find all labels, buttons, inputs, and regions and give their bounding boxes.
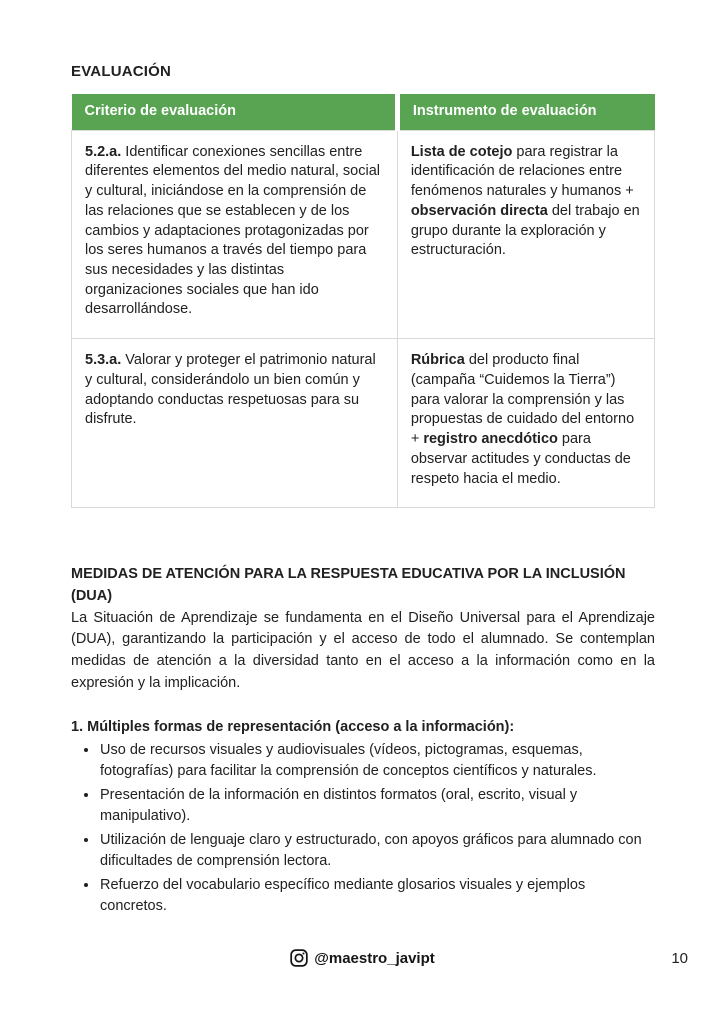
column-header-instrumento: Instrumento de evaluación <box>397 94 654 130</box>
dua-section <box>71 564 655 916</box>
page-title: EVALUACIÓN <box>71 63 172 80</box>
representation-subheading: 1. Múltiples formas de representación (acceso a la información): <box>71 718 515 735</box>
list-item: • Uso de recursos visuales y audiovisuales (vídeos, pictogramas, esquemas, fotografías) para facilitar la comprensión de conceptos científicos y naturales. <box>99 740 655 782</box>
table-row <box>72 130 655 338</box>
evaluation-table-header-row <box>72 94 655 130</box>
criterio-cell-1: 5.2.a. Identificar conexiones sencillas entre diferentes elementos del medio natural, social y cultural, iniciándose en la comprensión de las relaciones que se establecen y de los cambios y adaptaciones protagonizadas por los seres humanos a través del tiempo para sus necesidades y las distintas organizaciones sociales que han ido desarrollándose. <box>72 130 398 338</box>
list-item: • Refuerzo del vocabulario específico mediante glosarios visuales y ejemplos concretos. <box>99 875 655 917</box>
dua-section-intro: La Situación de Aprendizaje se fundamenta en el Diseño Universal para el Aprendizaje (DUA), garantizando la participación y el acceso de todo el alumnado. Se contemplan medidas de atención a la diversidad tanto en el acceso a la información como en la expresión y la implicación. <box>71 609 655 691</box>
evaluation-table <box>71 94 655 508</box>
instagram-handle <box>0 948 724 968</box>
instagram-handle-text: @maestro_javipt <box>314 949 435 967</box>
page-footer <box>0 948 724 978</box>
criterio-cell-2: 5.3.a. Valorar y proteger el patrimonio natural y cultural, considerándolo un bien común y adoptando conductas respetuosas para su disfrute. <box>72 339 398 508</box>
dua-section-heading: MEDIDAS DE ATENCIÓN PARA LA RESPUESTA EDUCATIVA POR LA INCLUSIÓN (DUA) <box>71 566 626 604</box>
page-number: 10 <box>671 950 688 967</box>
representation-list <box>71 740 655 916</box>
instagram-icon <box>289 948 309 968</box>
table-row <box>72 339 655 508</box>
instrumento-cell-1: Lista de cotejo para registrar la identificación de relaciones entre fenómenos naturales y humanos + observación directa del trabajo en grupo durante la exploración y estructuración. <box>397 130 654 338</box>
instrumento-cell-2: Rúbrica del producto final (campaña “Cuidemos la Tierra”) para valorar la comprensión y las propuestas de cuidado del entorno + registro anecdótico para observar actitudes y conductas de respeto hacia el medio. <box>397 339 654 508</box>
list-item: • Presentación de la información en distintos formatos (oral, escrito, visual y manipulativo). <box>99 785 655 827</box>
list-item: • Utilización de lenguaje claro y estructurado, con apoyos gráficos para alumnado con dificultades de comprensión lectora. <box>99 830 655 872</box>
column-header-criterio: Criterio de evaluación <box>72 94 398 130</box>
